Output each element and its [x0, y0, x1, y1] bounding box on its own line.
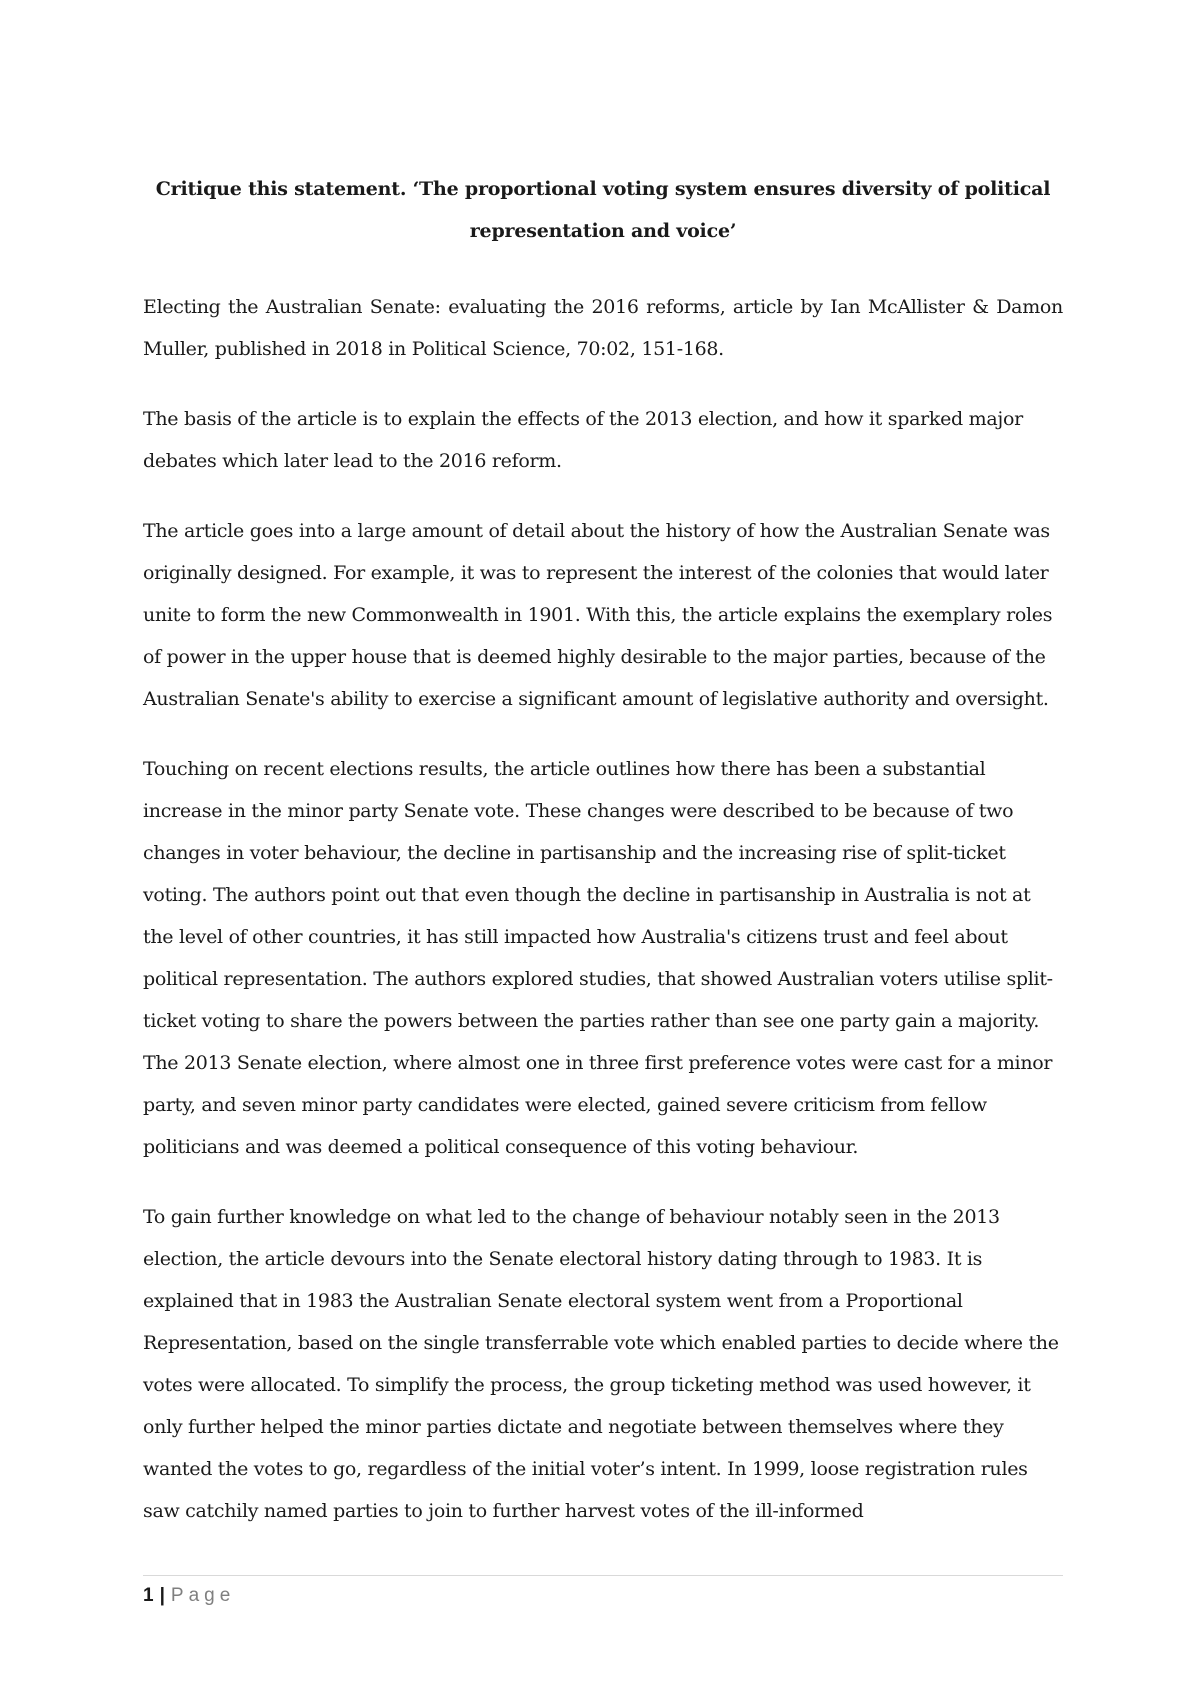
page-number: 1 — [143, 1585, 154, 1606]
document-body — [143, 286, 1063, 1560]
footer-divider — [143, 1575, 1063, 1576]
document-title: Critique this statement. ‘The proportional voting system ensures diversity of political representation and voice’ — [155, 178, 1051, 242]
paragraph-electoral-history: To gain further knowledge on what led to the change of behaviour notably seen in the 2013 election, the article devours into the Senate electoral history dating through to 1983. It is explained that in 1983 the Australian Senate electoral system went from a Proportional Representation, based on the single transferrable vote which enabled parties to decide where the votes were allocated. To simplify the process, the group ticketing method was used however, it only further helped the minor parties dictate and negotiate between themselves where they wanted the votes to go, regardless of the initial voter’s intent. In 1999, loose registration rules saw catchily named parties to join to further harvest votes of the ill-informed — [143, 1206, 1059, 1522]
paragraph-election-results: Touching on recent elections results, the article outlines how there has been a substantial increase in the minor party Senate vote. These changes were described to be because of two changes in voter behaviour, the decline in partisanship and the increasing rise of split-ticket voting. The authors point out that even though the decline in partisanship in Australia is not at the level of other countries, it has still impacted how Australia's citizens trust and feel about political representation. The authors explored studies, that showed Australian voters utilise split-ticket voting to share the powers between the parties rather than see one party gain a majority. The 2013 Senate election, where almost one in three first preference votes were cast for a minor party, and seven minor party candidates were elected, gained severe criticism from fellow politicians and was deemed a political consequence of this voting behaviour. — [143, 758, 1053, 1158]
paragraph-citation: Electing the Australian Senate: evaluating the 2016 reforms, article by Ian McAllister & Damon Muller, published in 2018 in Political Science, 70:02, 151-168. — [143, 296, 1063, 360]
paragraph-basis: The basis of the article is to explain the effects of the 2013 election, and how it sparked major debates which later lead to the 2016 reform. — [143, 408, 1023, 472]
paragraph-history: The article goes into a large amount of detail about the history of how the Australian Senate was originally designed. For example, it was to represent the interest of the colonies that would later unite to form the new Commonwealth in 1901. With this, the article explains the exemplary roles of power in the upper house that is deemed highly desirable to the major parties, because of the Australian Senate's ability to exercise a significant amount of legislative authority and oversight. — [143, 520, 1053, 710]
footer-separator: | — [159, 1585, 165, 1606]
page-footer — [143, 1584, 235, 1608]
page-label: Page — [170, 1585, 236, 1606]
